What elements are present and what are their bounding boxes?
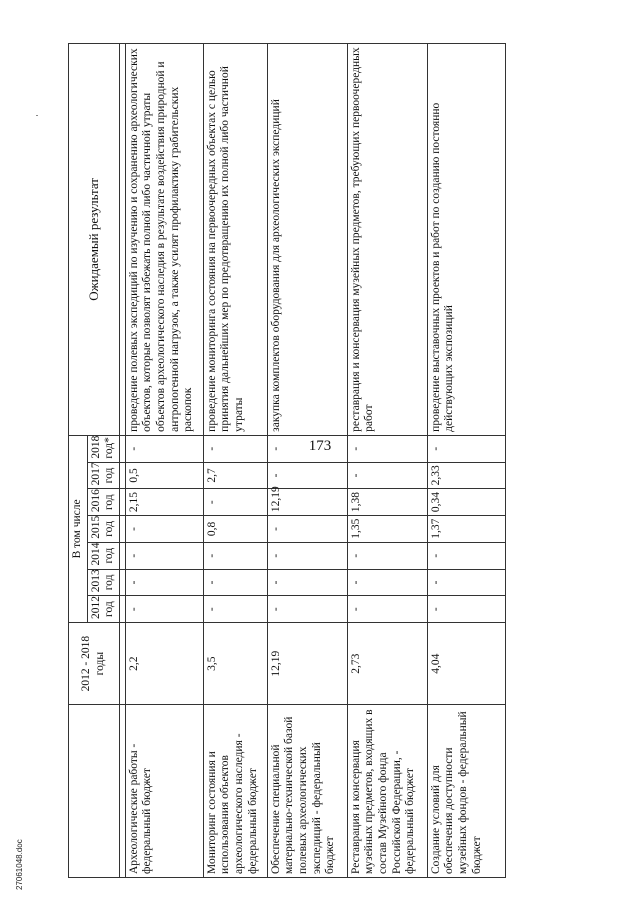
year-value: -	[347, 569, 427, 596]
year-value: -	[267, 569, 347, 596]
year-value: 0,34	[427, 489, 505, 516]
year-value: -	[125, 542, 203, 569]
header-year: 2018 год*	[87, 435, 119, 462]
year-value: -	[203, 542, 267, 569]
year-value: 1,38	[347, 489, 427, 516]
table-row	[267, 44, 347, 878]
header-year: 2014 год	[87, 542, 119, 569]
header-year: 2017 год	[87, 462, 119, 489]
expected-result: проведение полевых экспедиций по изучению и сохранению археологических объектов, которые позволят избежать полной либо частичной утраты объектов археологического наследия в результате воздействия природной и антропогенной нагрузок, а также усилят профилактику грабительских раскопок	[125, 44, 203, 436]
year-value: -	[203, 569, 267, 596]
year-value: -	[427, 596, 505, 623]
year-value: -	[427, 435, 505, 462]
footer-document-code: 27061048.doc	[15, 839, 24, 890]
year-value: 2,7	[203, 462, 267, 489]
year-value: 0,5	[125, 462, 203, 489]
year-value: -	[427, 542, 505, 569]
table-row	[203, 44, 267, 878]
total-value: 2,2	[125, 623, 203, 705]
table-row	[427, 44, 505, 878]
total-value: 4,04	[427, 623, 505, 705]
year-value: -	[347, 435, 427, 462]
year-value: 12,19	[267, 489, 347, 516]
year-value: -	[267, 462, 347, 489]
year-value: -	[125, 569, 203, 596]
year-value: -	[125, 516, 203, 543]
year-value: -	[203, 489, 267, 516]
year-value: 1,35	[347, 516, 427, 543]
year-value: -	[347, 596, 427, 623]
table-header-row-top	[69, 44, 88, 878]
header-year: 2015 год	[87, 516, 119, 543]
expected-result: проведение выставочных проектов и работ по созданию постоянно действующих экспозиций	[427, 44, 505, 436]
year-value: -	[427, 569, 505, 596]
expected-result: проведение мониторинга состояния на первоочередных объектах с целью принятия дальнейших мер по предотвращению их полной либо частичной утраты	[203, 44, 267, 436]
year-value: 2,33	[427, 462, 505, 489]
activity-name: Мониторинг состояния и использования объектов археологического наследия - федеральный бюджет	[203, 705, 267, 878]
header-in-total: В том числе	[69, 435, 88, 622]
activity-name: Археологические работы - федеральный бюджет	[125, 705, 203, 878]
year-value: 0,8	[203, 516, 267, 543]
year-value: -	[125, 435, 203, 462]
expected-result: реставрация и консервация музейных предметов, требующих первоочередных работ	[347, 44, 427, 436]
year-value: 2,15	[125, 489, 203, 516]
total-value: 12,19	[267, 623, 347, 705]
year-value: -	[267, 596, 347, 623]
year-value: -	[267, 516, 347, 543]
year-value: -	[267, 435, 347, 462]
year-value: -	[347, 462, 427, 489]
activity-name: Реставрация и консервация музейных предметов, входящих в состав Музейного фонда Российской Федерации, - федеральный бюджет	[347, 705, 427, 878]
header-total: 2012 - 2018 годы	[69, 623, 120, 705]
page-number: 173	[308, 438, 332, 454]
table-row	[347, 44, 427, 878]
program-table	[68, 43, 506, 878]
header-year: 2016 год	[87, 489, 119, 516]
header-year: 2012 год	[87, 596, 119, 623]
year-value: -	[203, 435, 267, 462]
activity-name: Создание условий для обеспечения доступности музейных фондов - федеральный бюджет	[427, 705, 505, 878]
total-value: 3,5	[203, 623, 267, 705]
year-value: -	[347, 542, 427, 569]
header-activity	[69, 705, 120, 878]
year-value: -	[203, 596, 267, 623]
header-result: Ожидаемый результат	[69, 44, 120, 436]
year-value: 1,37	[427, 516, 505, 543]
rotated-table-container	[68, 43, 518, 878]
year-value: -	[125, 596, 203, 623]
expected-result: закупка комплектов оборудования для археологических экспедиций	[267, 44, 347, 436]
year-value: -	[267, 542, 347, 569]
activity-name: Обеспечение специальной материально-технической базой полевых археологических экспедиций - федеральный бюджет	[267, 705, 347, 878]
total-value: 2,73	[347, 623, 427, 705]
header-year: 2013 год	[87, 569, 119, 596]
table-row	[125, 44, 203, 878]
